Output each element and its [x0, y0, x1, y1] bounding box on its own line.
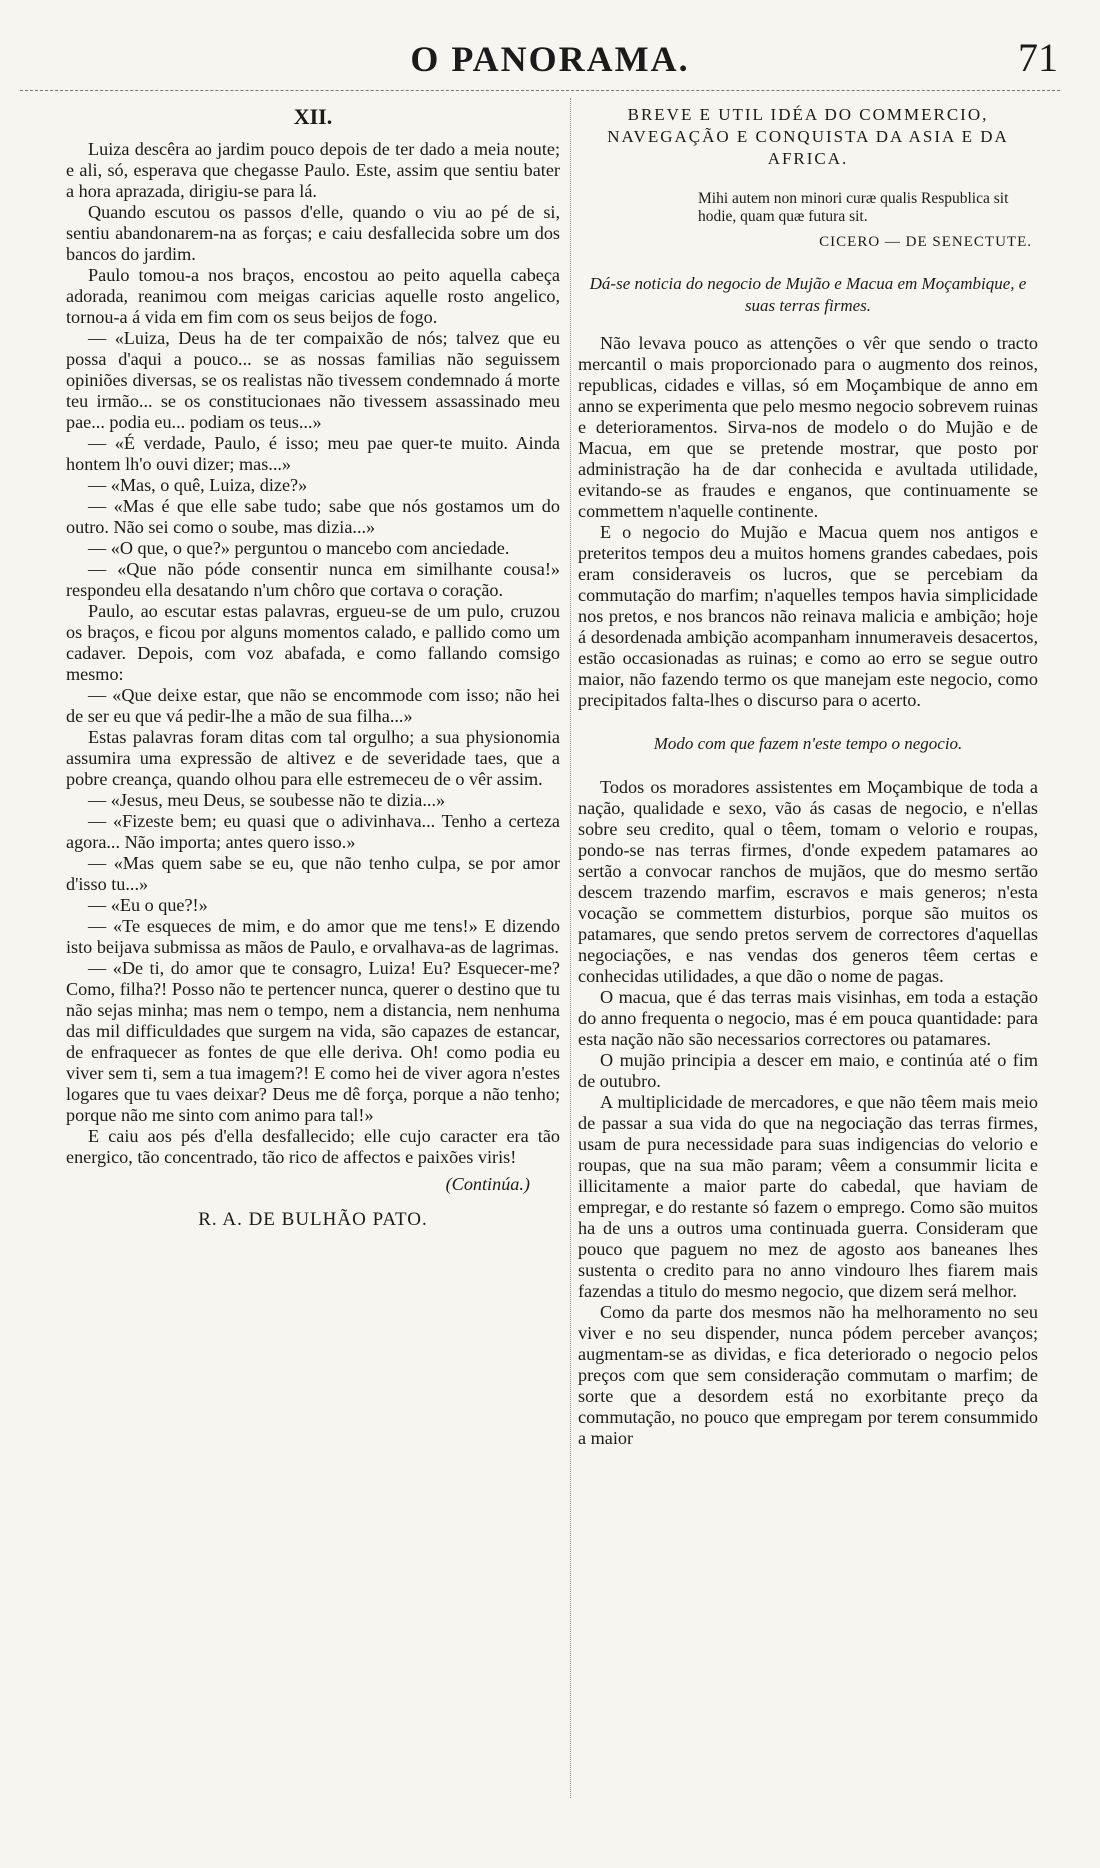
paragraph: — «Que não póde consentir nunca em similhante cousa!» respondeu ella desatando n'um chôro que cortava o coração.: [66, 559, 560, 600]
paragraph: A multiplicidade de mercadores, e que não têem mais meio de passar a sua vida do que na negociação das terras firmes, usam de pura necessidade para suas indigencias do velorio e roupas, que na sua mão param; vêem a consummir licita e illicitamente a maior parte do cabedal, que haviam de empregar, e do restante só fazem o emprego. Como são muitos ha de uns a outros uma continuada guerra. Consideram que pouco que paguem no mez de agosto aos baneanes lhes sustenta o credito para no anno vindouro lhes fiarem mais fazendas a titulo do mesmo negocio, que dizem será melhor.: [578, 1092, 1038, 1301]
right-paragraphs-second: [578, 777, 1038, 1449]
paragraph: — «De ti, do amor que te consagro, Luiza! Eu? Esquecer-me? Como, filha?! Posso não te pertencer nunca, querer o destino que tu não sejas minha; mas nem o tempo, nem a distancia, nem nenhuma das mil difficuldades que surgem na vida, são capazes de estancar, de enfraquecer as fontes de que elle deriva. Oh! como podia eu viver sem ti, sem a tua imagem?! E como hei de viver agora n'estes logares que tu vaes deixar? Deus me dê força, porque a não tenho; porque não me sinto com animo para tal!»: [66, 958, 560, 1125]
paragraph: Estas palavras foram ditas com tal orgulho; a sua physionomia assumira uma expressão de altivez e de severidade taes, que a pobre creança, quando olhou para elle estremeceu de o vêr assim.: [66, 727, 560, 789]
subheading-second: Modo com que fazem n'este tempo o negocio.: [653, 734, 963, 753]
paragraph: — «Jesus, meu Deus, se soubesse não te dizia...»: [88, 790, 446, 810]
page-header: [0, 0, 1100, 90]
right-paragraphs-first: [578, 333, 1038, 711]
paragraph: Como da parte dos mesmos não ha melhoramento no seu viver e no seu dispender, nunca pódem perceber avanços; augmentam-se as dividas, e fica deteriorado o negocio pelos preços com que sem consideração commutam o marfim; de sorte que a desordem está no exorbitante preço da commutação, no pouco que empregam por terem consummido a maior: [578, 1302, 1038, 1448]
paragraph: Luiza descêra ao jardim pouco depois de ter dado a meia noute; e ali, só, esperava que chegasse Paulo. Este, assim que sentiu bater a hora aprazada, dirigiu-se para lá.: [66, 139, 560, 201]
header-rule: [20, 90, 1060, 91]
page-number: 71: [1018, 35, 1058, 80]
paragraph: — «Mas quem sabe se eu, que não tenho culpa, se por amor d'isso tu...»: [66, 853, 560, 894]
subheading-first: Dá-se noticia do negocio de Mujão e Macua em Moçambique, e suas terras firmes.: [589, 274, 1027, 315]
paragraph: — «Fizeste bem; eu quasi que o adivinhava... Tenho a certeza agora... Não importa; antes quero isso.»: [66, 811, 560, 852]
paragraph: — «Mas é que elle sabe tudo; sabe que nós gostamos um do outro. Não sei como o soube, mas dizia...»: [66, 496, 560, 537]
paragraph: E o negocio do Mujão e Macua quem nos antigos e preteritos tempos deu a muitos homens grandes cabedaes, pois eram consideraveis os lucros, que se percebiam da commutação do marfim; n'aquelles tempos havia simplicidade nos pretos, e nos brancos não reinava malicia e ambição; hoje á desordenada ambição acompanham innumeraveis desacertos, estão occasionadas as ruinas; e como ao erro se segue outro maior, não fazendo termo os que manejam este negocio, como precipitados falta-lhes o discurso para o acerto.: [578, 522, 1038, 710]
paragraph: — «Que deixe estar, que não se encommode com isso; não hei de ser eu que vá pedir-lhe a mão de sua filha...»: [66, 685, 560, 726]
epigraph: Mihi autem non minori curæ qualis Respublica sit hodie, quam quæ futura sit.: [698, 190, 1009, 225]
paragraph: Todos os moradores assistentes em Moçambique de toda a nação, qualidade e sexo, vão ás casas de negocio, e n'ellas sobre seu credito, qual o têem, tomam o velorio e roupas, pondo-se nas terras firmes, d'onde expedem patamares ao sertão a convocar ranchos de mujãos, que do mesmo sertão descem trazendo marfim, escravos e mais generos; n'esta vocação se commettem disturbios, porque são muitos os patamares, que sendo pretos servem de correctores d'aquellas negociações, e nas vendas dos generos têem certas e conhecidas utilidades, a que dão o nome de pagas.: [578, 777, 1038, 986]
continua-note: (Continúa.): [445, 1174, 530, 1194]
paragraph: O mujão principia a descer em maio, e continúa até o fim de outubro.: [578, 1050, 1038, 1091]
right-column: [578, 100, 1038, 1449]
author-signature: R. A. DE BULHÃO PATO.: [198, 1209, 428, 1230]
paragraph: — «Mas, o quê, Luiza, dize?»: [88, 475, 308, 495]
paragraph: E caiu aos pés d'ella desfallecido; elle cujo caracter era tão energico, tão concentrado, tão rico de affectos e paixões viris!: [66, 1126, 560, 1167]
paragraph: — «Eu o que?!»: [88, 895, 208, 915]
paragraph: — «Luiza, Deus ha de ter compaixão de nós; talvez que eu possa d'aqui a pouco... se as nossas familias não seguissem opiniões diversas, se os realistas não tivessem condemnado á morte teu irmão... se os constitucionaes não tivessem assassinado meu pae... podia eu... podiam os teus...»: [66, 328, 560, 432]
paragraph: — «Te esqueces de mim, e do amor que me tens!» E dizendo isto beijava submissa as mãos de Paulo, e orvalhava-as de lagrimas.: [66, 916, 560, 957]
paragraph: Quando escutou os passos d'elle, quando o viu ao pé de si, sentiu abandonarem-na as forças; e caiu desfallecida sobre um dos bancos do jardim.: [66, 202, 560, 264]
paragraph: — «É verdade, Paulo, é isso; meu pae quer-te muito. Ainda hontem lh'o ouvi dizer; mas...»: [66, 433, 560, 474]
paragraph: Paulo tomou-a nos braços, encostou ao peito aquella cabeça adorada, reanimou com meigas caricias aquelle rosto angelico, tornou-a á vida em fim com os seus beijos de fogo.: [66, 265, 560, 327]
section-number: XII.: [293, 104, 333, 129]
left-column: [66, 100, 560, 1230]
epigraph-attribution: CICERO — DE SENECTUTE.: [819, 234, 1032, 250]
paragraph: O macua, que é das terras mais visinhas, em toda a estação do anno frequenta o negocio, mas é em pouca quantidade: para esta nação não são necessarios correctores ou patamares.: [578, 987, 1038, 1049]
masthead-title: O PANORAMA.: [410, 39, 690, 79]
column-divider: [570, 98, 571, 1798]
article-title: BREVE E UTIL IDÉA DO COMMERCIO, NAVEGAÇÃO E CONQUISTA DA ASIA E DA AFRICA.: [607, 105, 1009, 168]
paragraph: — «O que, o que?» perguntou o mancebo com anciedade.: [88, 538, 510, 558]
paragraph: Paulo, ao escutar estas palavras, ergueu-se de um pulo, cruzou os braços, e ficou por alguns momentos calado, e pallido como um cadaver. Depois, com voz abafada, e como fallando comsigo mesmo:: [66, 601, 560, 684]
paragraph: Não levava pouco as attenções o vêr que sendo o tracto mercantil o mais proporcionado para o augmento dos reinos, republicas, cidades e villas, só em Moçambique de anno em anno se experimenta que pelo mesmo negocio sobrevem ruinas e deterioramentos. Sirva-nos de modelo o do Mujão e de Macua, em que se pretende mostrar, que posto por administração ha de dar conhecida e avultada utilidade, evitando-se as fraudes e enganos, que continuamente se commettem n'aquelle continente.: [578, 333, 1038, 521]
left-paragraphs: [66, 139, 560, 1168]
